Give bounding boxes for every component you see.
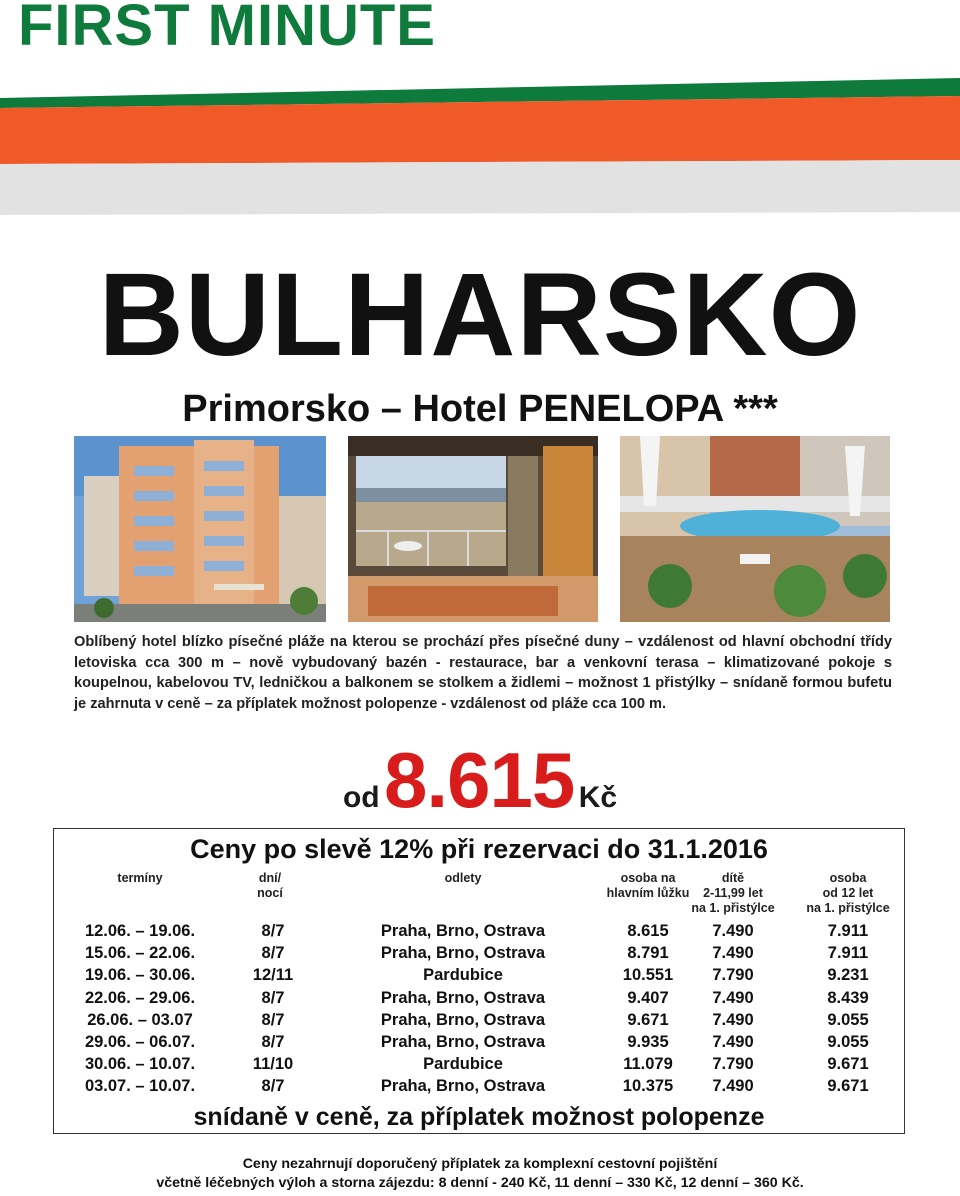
table-row: 26.06. – 03.07 8/7 Praha, Brno, Ostrava 9.671 7.490 9.055 (87, 1011, 869, 1029)
header-adult-main-bed: osoba na hlavním lůžku (606, 871, 690, 900)
brand-title: FIRST MINUTE (18, 0, 436, 58)
table-row: 22.06. – 29.06. 8/7 Praha, Brno, Ostrava 9.407 7.490 8.439 (84, 989, 869, 1007)
header-days: dní/ nocí (257, 871, 283, 900)
header-adult-extra-bed: osoba od 12 let na 1. přistýlce (806, 871, 890, 915)
pool-photo (620, 436, 890, 622)
price-currency: Kč (578, 781, 618, 814)
table-row: 12.06. – 19.06. 8/7 Praha, Brno, Ostrava 8.615 7.490 7.911 (84, 922, 869, 940)
insurance-prices-note: včetně léčebných výloh a storna zájezdu: 8 denní - 240 Kč, 11 denní – 330 Kč, 12 denní – 360 Kč. (156, 1175, 804, 1191)
table-row: 15.06. – 22.06. 8/7 Praha, Brno, Ostrava 8.791 7.490 7.911 (84, 944, 869, 962)
hotel-heading: Primorsko – Hotel PENELOPA *** (182, 388, 778, 430)
header-child-extra-bed: dítě 2-11,99 let na 1. přistýlce (691, 871, 775, 915)
table-row: 03.07. – 10.07. 8/7 Praha, Brno, Ostrava 10.375 7.490 9.671 (84, 1077, 869, 1095)
discount-heading: Ceny po slevě 12% při rezervaci do 31.1.2016 (190, 834, 768, 864)
board-info: snídaně v ceně, za příplatek možnost polopenze (193, 1103, 765, 1131)
room-balcony-photo (348, 436, 598, 622)
table-row: 19.06. – 30.06. 12/11 Pardubice 10.551 7.790 9.231 (84, 966, 869, 984)
table-row: 29.06. – 06.07. 8/7 Praha, Brno, Ostrava 9.935 7.490 9.055 (84, 1033, 869, 1051)
table-row: 30.06. – 10.07. 11/10 Pardubice 11.079 7.790 9.671 (84, 1055, 869, 1073)
price-from: od (342, 781, 380, 814)
price-line (0, 735, 960, 826)
insurance-note: Ceny nezahrnují doporučený příplatek za komplexní cestovní pojištění (242, 1156, 718, 1172)
header-departures: odlety (444, 871, 482, 885)
country-heading: BULHARSKO (98, 249, 862, 381)
hotel-building-photo (74, 436, 326, 622)
price-value: 8.615 (384, 736, 575, 824)
hotel-description: Oblíbený hotel blízko písečné pláže na kterou se prochází přes písečné duny – vzdálenost od hlavní obchodní třídy letoviska cca 300 m – nově vybudovaný bazén - restaurace, bar a venkovní terasa – klimatizované pokoje s koupelnou, kabelovou TV, ledničkou a balkonem se stolkem a židlemi – možnost 1 přistýlky – snídaně formou bufetu je zahrnuta v ceně – za příplatek možnost polopenze - vzdálenost od pláže cca 100 m. (74, 634, 892, 712)
grey-stripe (0, 160, 960, 215)
header-dates: termíny (117, 871, 163, 885)
